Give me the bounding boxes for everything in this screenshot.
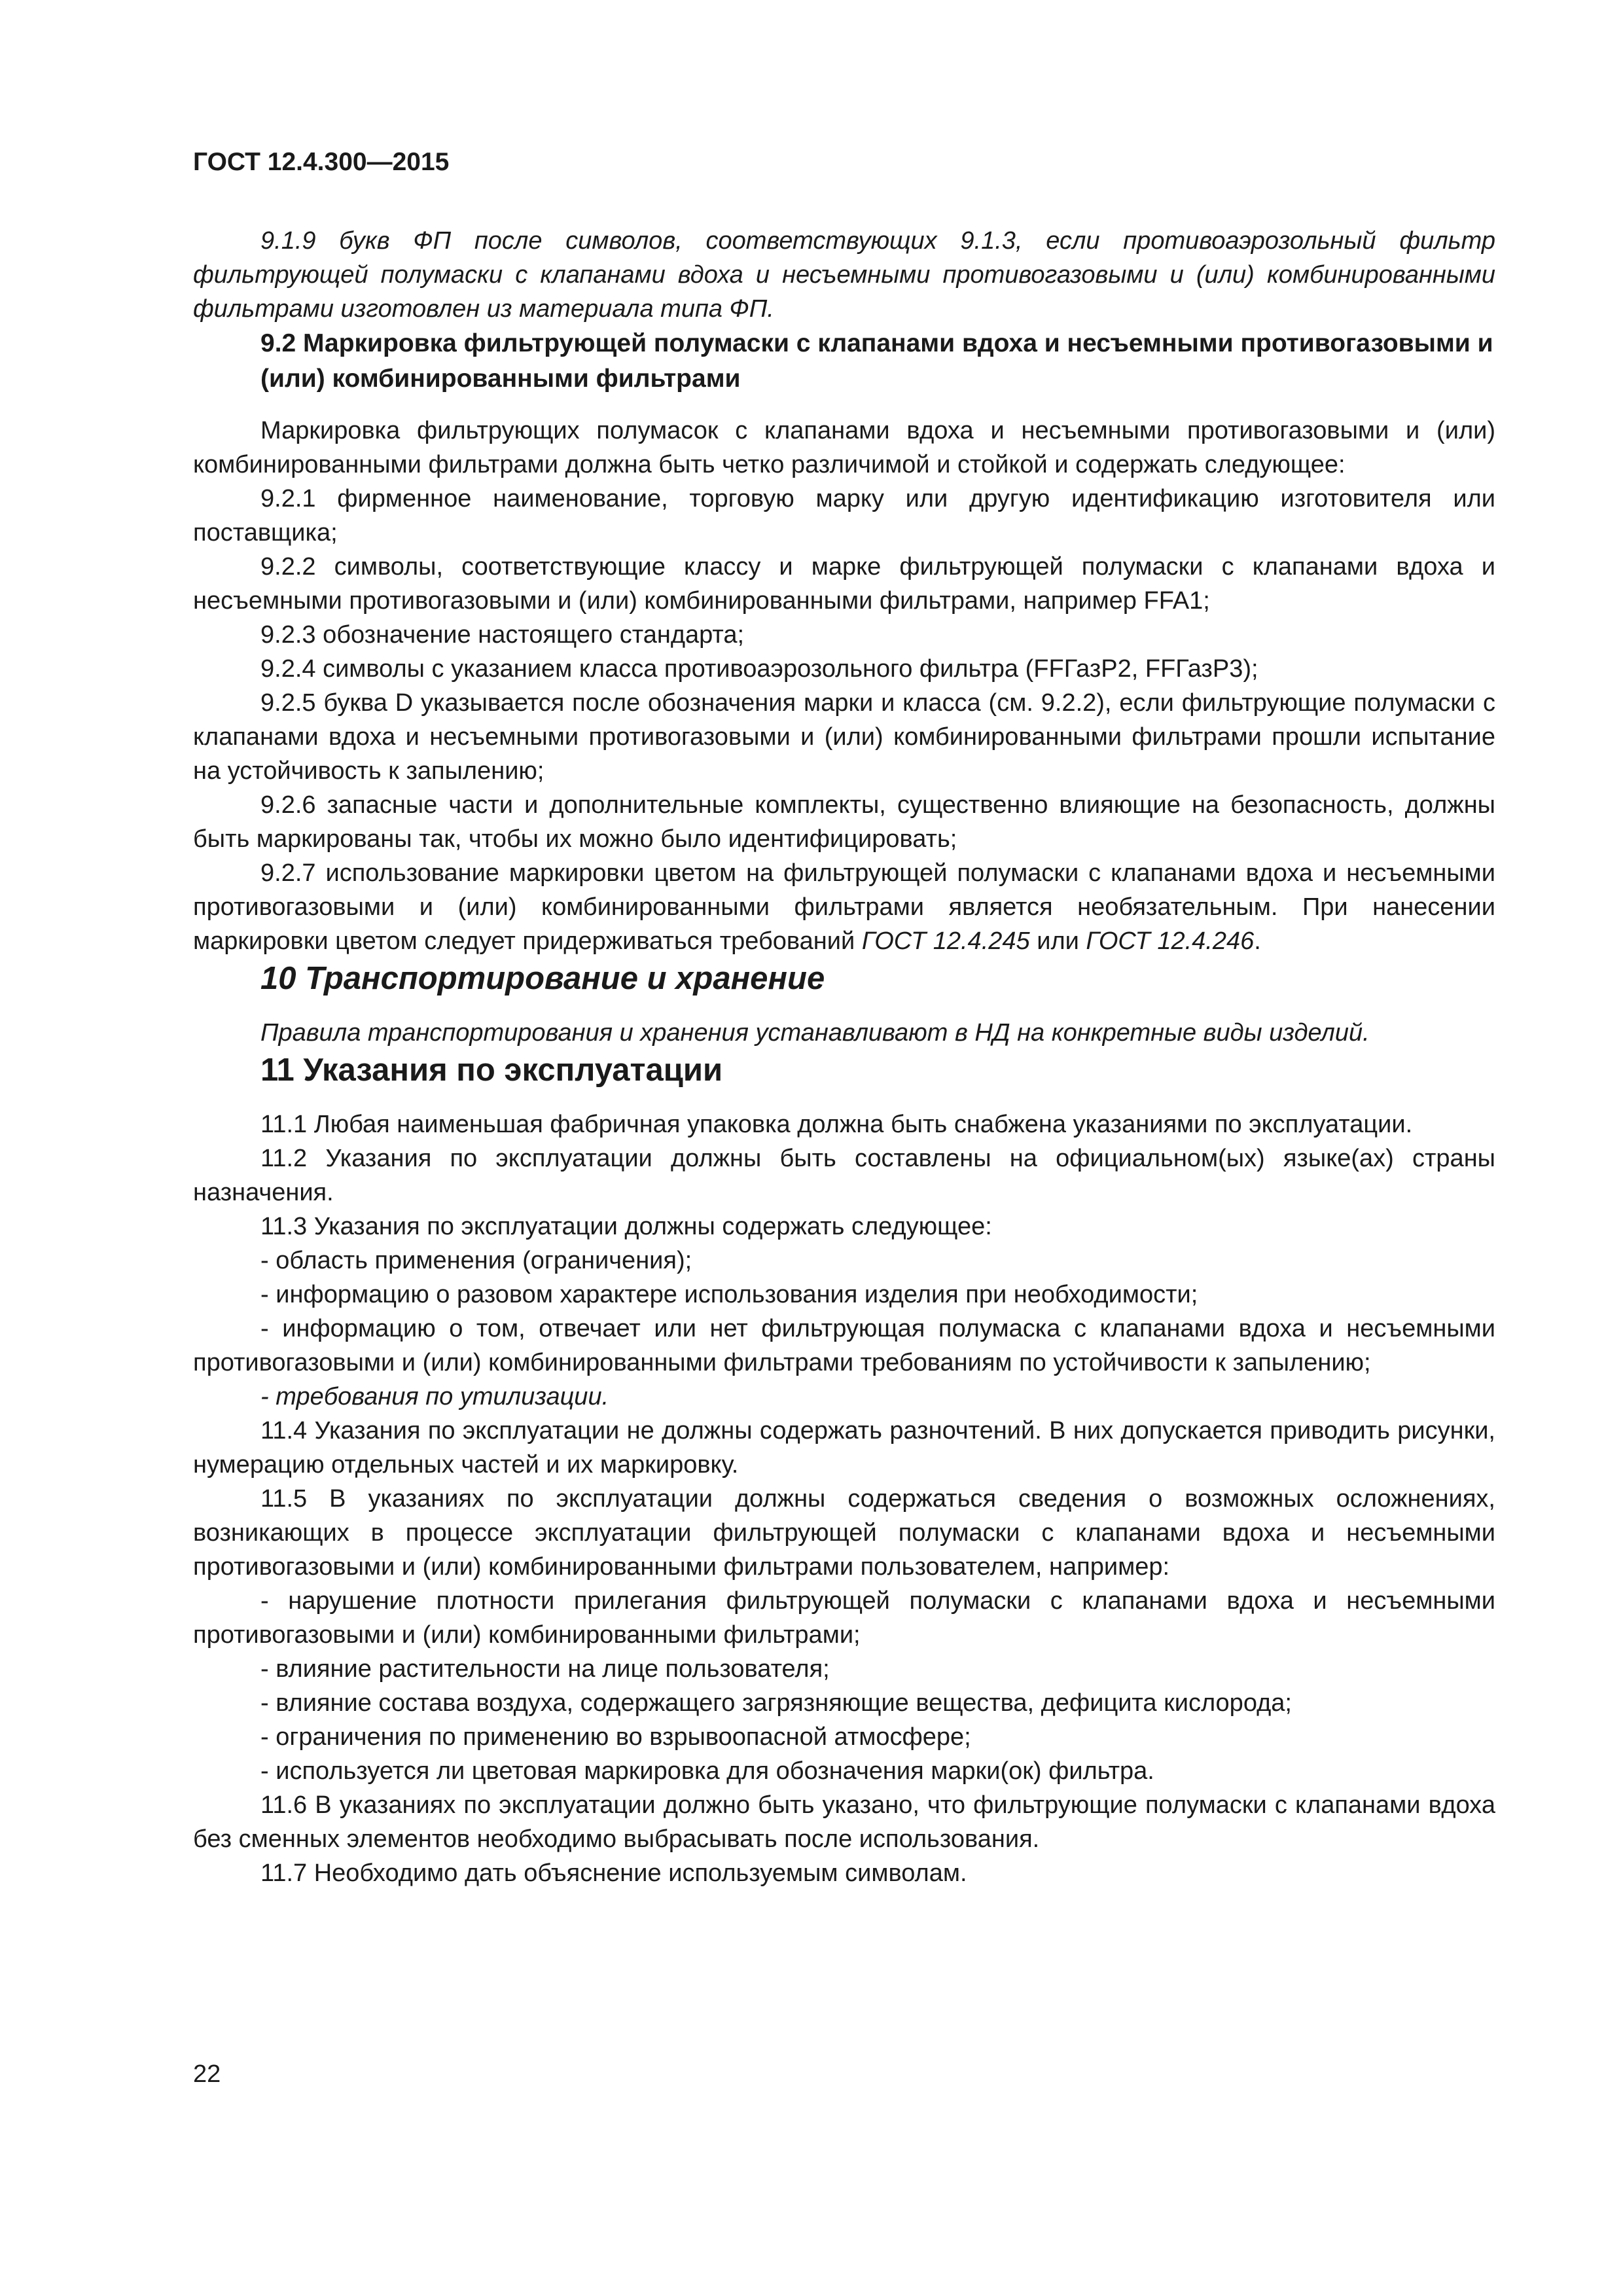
list-item: - нарушение плотности прилегания фильтрующей полумаски с клапанами вдоха и несъемными противогазовыми и (или) комбинированными фильтрами; [193, 1587, 1495, 1649]
list-item: - информацию о разовом характере использования изделия при необходимости; [260, 1281, 1198, 1308]
page-body [193, 224, 1495, 1890]
document-code-header: ГОСТ 12.4.300—2015 [193, 148, 450, 176]
clause-11-1: 11.1 Любая наименьшая фабричная упаковка должна быть снабжена указаниями по эксплуатации. [260, 1111, 1413, 1138]
clause-11-2: 11.2 Указания по эксплуатации должны быть составлены на официальном(ых) языке(ах) страны назначения. [193, 1145, 1495, 1206]
clause-11-6: 11.6 В указаниях по эксплуатации должно быть указано, что фильтрующие полумаски с клапанами вдоха без сменных элементов необходимо выбрасывать после использования. [193, 1791, 1495, 1853]
standard-reference-link: ГОСТ 12.4.246 [1086, 927, 1255, 955]
clause-9-2-2: 9.2.2 символы, соответствующие классу и марке фильтрующей полумаски с клапанами вдоха и несъемными противогазовыми и (или) комбинированными фильтрами, например FFA1; [193, 553, 1495, 615]
list-item: - требования по утилизации. [260, 1383, 609, 1410]
clause-9-2-4: 9.2.4 символы с указанием класса противоаэрозольного фильтра (FFГазР2, FFГазР3); [260, 655, 1258, 683]
clause-11-5: 11.5 В указаниях по эксплуатации должны содержаться сведения о возможных осложнениях, возникающих в процессе эксплуатации фильтрующей полумаски с клапанами вдоха и несъемными противогазовыми и (или) комбинированными фильтрами пользователем, например: [193, 1485, 1495, 1581]
clause-11-4: 11.4 Указания по эксплуатации не должны содержать разночтений. В них допускается приводить рисунки, нумерацию отдельных частей и их маркировку. [193, 1417, 1495, 1479]
list-item: - влияние состава воздуха, содержащего загрязняющие вещества, дефицита кислорода; [260, 1689, 1292, 1717]
list-item: - влияние растительности на лице пользователя; [260, 1655, 830, 1683]
list-item: - ограничения по применению во взрывоопасной атмосфере; [260, 1723, 971, 1751]
clause-9-2-intro: Маркировка фильтрующих полумасок с клапанами вдоха и несъемными противогазовыми и (или) комбинированными фильтрами должна быть четко различимой и стойкой и содержать следующее: [193, 417, 1495, 478]
heading-section-10: 10 Транспортирование и хранение [260, 961, 825, 996]
clause-9-2-7-end: . [1254, 927, 1261, 955]
heading-9-2: 9.2 Маркировка фильтрующей полумаски с клапанами вдоха и несъемными противогазовыми и (или) комбинированными фильтрами [260, 329, 1493, 393]
standard-reference-link: ГОСТ 12.4.245 [861, 927, 1030, 955]
clause-9-2-1: 9.2.1 фирменное наименование, торговую марку или другую идентификацию изготовителя или поставщика; [193, 485, 1495, 547]
list-item: - информацию о том, отвечает или нет фильтрующая полумаска с клапанами вдоха и несъемными противогазовыми и (или) комбинированными фильтрами требованиям по устойчивости к запылению; [193, 1315, 1495, 1376]
clause-9-2-3: 9.2.3 обозначение настоящего стандарта; [260, 621, 745, 649]
clause-9-2-7 [193, 856, 1495, 958]
list-item: - используется ли цветовая маркировка для обозначения марки(ок) фильтра. [260, 1757, 1154, 1785]
clause-9-1-9: 9.1.9 букв ФП после символов, соответствующих 9.1.3, если противоаэрозольный фильтр фильтрующей полумаски с клапанами вдоха и несъемными противогазовыми и (или) комбинированными фильтрами изготовлен из материала типа ФП. [193, 227, 1495, 323]
heading-section-11: 11 Указания по эксплуатации [260, 1052, 723, 1088]
clause-11-3: 11.3 Указания по эксплуатации должны содержать следующее: [260, 1213, 992, 1240]
clause-11-7: 11.7 Необходимо дать объяснение используемым символам. [260, 1859, 967, 1887]
section-10-text: Правила транспортирования и хранения устанавливают в НД на конкретные виды изделий. [260, 1019, 1370, 1047]
clause-9-2-7-text: 9.2.7 использование маркировки цветом на фильтрующей полумаски с клапанами вдоха и несъемными противогазовыми и (или) комбинированными фильтрами является необязательным. При нанесении маркировки цветом следует придерживаться требований [193, 859, 1495, 955]
clause-9-2-5: 9.2.5 буква D указывается после обозначения марки и класса (см. 9.2.2), если фильтрующие полумаски с клапанами вдоха и несъемными противогазовыми и (или) комбинированными фильтрами прошли испытание на устойчивость к запылению; [193, 689, 1495, 785]
list-item: - область применения (ограничения); [260, 1247, 692, 1274]
clause-9-2-7-or: или [1029, 927, 1086, 955]
clause-9-2-6: 9.2.6 запасные части и дополнительные комплекты, существенно влияющие на безопасность, должны быть маркированы так, чтобы их можно было идентифицировать; [193, 791, 1495, 853]
page-number: 22 [193, 2060, 221, 2088]
